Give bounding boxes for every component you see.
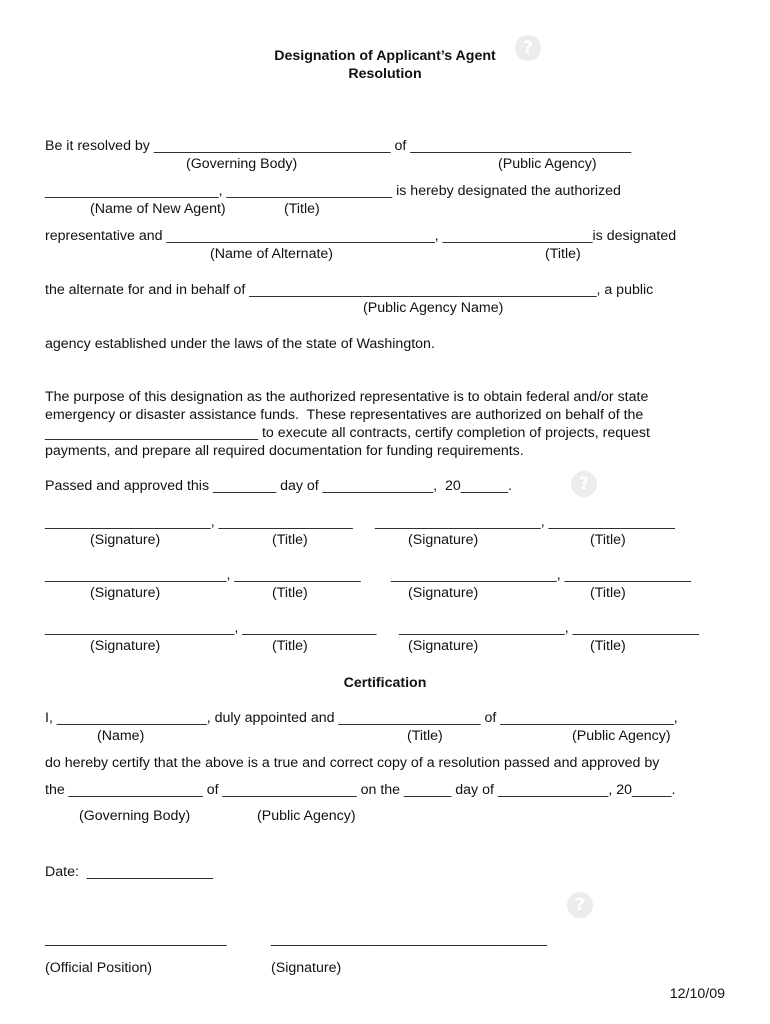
resolved-by-line: Be it resolved by ______________________________ of ____________________________ xyxy=(45,138,632,154)
title-label: (Title) xyxy=(590,638,626,654)
official-position-line: _______________________ xyxy=(45,931,227,947)
alternate-title-label: (Title) xyxy=(545,246,581,262)
alternate-name-label: (Name of Alternate) xyxy=(210,246,334,262)
new-agent-title-label: (Title) xyxy=(284,201,320,217)
signature-line: _____________________, ________________ xyxy=(375,514,675,530)
title-label: (Title) xyxy=(272,532,308,548)
signature-line: _____________________, ________________ xyxy=(399,620,699,636)
cert-governing-body-label: (Governing Body) xyxy=(79,808,191,824)
purpose-line-3: ___________________________ to execute all contracts, certify completion of projects, request xyxy=(45,425,650,441)
agency-law-line: agency established under the laws of the state of Washington. xyxy=(45,336,435,352)
purpose-line-2: emergency or disaster assistance funds. These representatives are authorized on behalf of the xyxy=(45,407,644,423)
signature-line: ___________________________________ xyxy=(271,931,548,947)
title-label: (Title) xyxy=(590,532,626,548)
purpose-line-4: payments, and prepare all required documentation for funding requirements. xyxy=(45,443,524,459)
signature-label: (Signature) xyxy=(408,638,479,654)
certification-heading: Certification xyxy=(343,675,427,691)
title-label: (Title) xyxy=(272,585,308,601)
footer-date: 12/10/09 xyxy=(669,986,725,1002)
date-line: Date: ________________ xyxy=(45,864,214,880)
public-agency-label: (Public Agency) xyxy=(498,156,597,172)
help-icon[interactable]: ? xyxy=(567,892,593,918)
signature-label: (Signature) xyxy=(271,960,342,976)
public-agency-name-label: (Public Agency Name) xyxy=(363,300,504,316)
behalf-line: the alternate for and in behalf of ____________________________________________, a public xyxy=(45,282,654,298)
document-title: Designation of Applicant’s Agent xyxy=(274,48,496,64)
cert-name-label: (Name) xyxy=(97,728,145,744)
signature-label: (Signature) xyxy=(90,585,161,601)
alternate-line: representative and __________________________________, ___________________is designated xyxy=(45,228,677,244)
help-icon[interactable]: ? xyxy=(515,35,541,61)
cert-title-label: (Title) xyxy=(407,728,443,744)
new-agent-name-label: (Name of New Agent) xyxy=(90,201,226,217)
certification-line-3: the _________________ of _________________ on the ______ day of ______________, 20_____. xyxy=(45,782,676,798)
passed-approved-line: Passed and approved this ________ day of ______________, 20______. xyxy=(45,478,513,494)
signature-label: (Signature) xyxy=(90,638,161,654)
signature-line: _______________________, ________________ xyxy=(45,567,361,583)
purpose-line-1: The purpose of this designation as the authorized representative is to obtain federal and/or state xyxy=(45,389,649,405)
official-position-label: (Official Position) xyxy=(45,960,152,976)
title-label: (Title) xyxy=(590,585,626,601)
cert-agency-label: (Public Agency) xyxy=(572,728,671,744)
signature-label: (Signature) xyxy=(408,532,479,548)
signature-label: (Signature) xyxy=(90,532,161,548)
agent-designation-line: ______________________, _____________________ is hereby designated the authorized xyxy=(45,183,621,199)
governing-body-label: (Governing Body) xyxy=(186,156,298,172)
document-subtitle: Resolution xyxy=(348,66,422,82)
cert-public-agency-label: (Public Agency) xyxy=(257,808,356,824)
signature-line: _____________________, ________________ xyxy=(391,567,691,583)
signature-label: (Signature) xyxy=(408,585,479,601)
certification-line-1: I, ___________________, duly appointed and __________________ of ______________________, xyxy=(45,710,678,726)
title-label: (Title) xyxy=(272,638,308,654)
help-icon[interactable]: ? xyxy=(571,471,597,497)
signature-line: ________________________, _________________ xyxy=(45,620,377,636)
certification-line-2: do hereby certify that the above is a true and correct copy of a resolution passed and approved by xyxy=(45,755,660,771)
signature-line: _____________________, _________________ xyxy=(45,514,353,530)
